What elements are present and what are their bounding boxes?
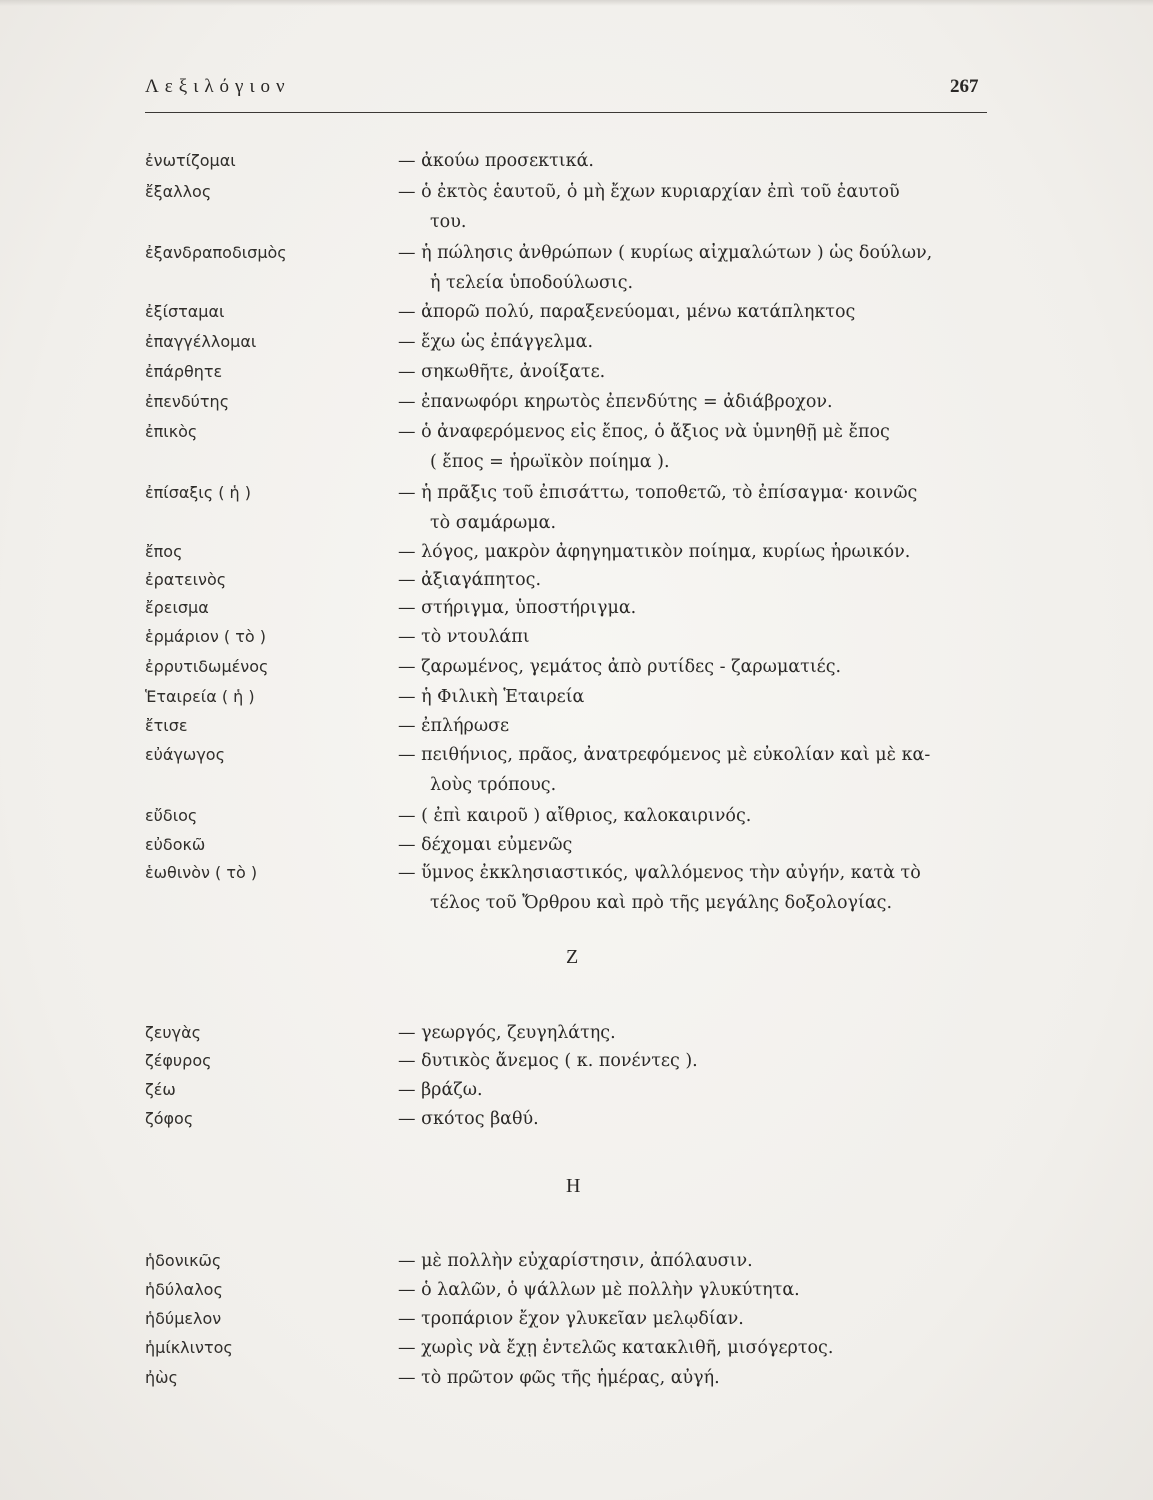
scan-edge [0,0,1153,6]
definition-line: — πειθήνιος, πρᾶος, ἀνατρεφόμενος μὲ εὐκολίαν καὶ μὲ κα- [398,745,931,765]
entry-definition [398,801,993,831]
definition-line: — χωρὶς νὰ ἔχῃ ἐντελῶς κατακλιθῆ, μισόγερτος. [398,1338,834,1358]
entry-term: ἐπενδύτης [145,392,230,411]
definition-line: — ὁ ἀναφερόμενος εἰς ἔπος, ὁ ἄξιος νὰ ὑμνηθῇ μὲ ἔπος [398,422,890,442]
entry-definition [398,593,993,623]
entry-definition [398,682,993,712]
entry-term: ἐνωτίζομαι [145,151,236,170]
definition-line: — δυτικὸς ἄνεμος ( κ. πονέντες ). [398,1051,698,1071]
definition-line: — μὲ πολλὴν εὐχαρίστησιν, ἀπόλαυσιν. [398,1251,753,1271]
definition-line: — ἡ πρᾶξις τοῦ ἐπισάττω, τοποθετῶ, τὸ ἐπίσαγμα· κοινῶς [398,483,918,503]
entry-term: ἐπαγγέλλομαι [145,332,257,351]
entry-term: ἔξαλλος [145,182,212,201]
entry-term: ζόφος [145,1109,194,1128]
definition-line: — ὕμνος ἐκκλησιαστικός, ψαλλόμενος τὴν αὐγήν, κατὰ τὸ [398,863,921,883]
entry-term: Ἑταιρεία ( ἡ ) [145,687,255,706]
entry-term: ἑρμάριον ( τὸ ) [145,627,266,646]
definition-continuation: ἡ τελεία ὑποδούλωσις. [430,273,634,293]
definition-line: — ἀξιαγάπητος. [398,570,542,590]
entry-term: ζευγὰς [145,1023,202,1042]
entry-term: ἡδύλαλος [145,1280,223,1299]
entry-definition [398,1275,993,1305]
definition-line: — ὁ λαλῶν, ὁ ψάλλων μὲ πολλὴν γλυκύτητα. [398,1280,800,1300]
entry-term: ζέω [145,1080,176,1099]
entry-definition [398,711,993,741]
definition-line: — τροπάριον ἔχον γλυκεῖαν μελῳδίαν. [398,1309,744,1329]
entry-term: ἐπικὸς [145,422,198,441]
definition-line: — ( ἐπὶ καιροῦ ) αἴθριος, καλοκαιρινός. [398,806,752,826]
entry-definition [398,1246,993,1276]
entry-term: ἔπος [145,542,183,561]
definition-line: — γεωργός, ζευγηλάτης. [398,1023,616,1043]
entry-term: ἡδύμελον [145,1309,222,1328]
entry-term: ἐπίσαξις ( ἡ ) [145,483,251,502]
entry-definition [398,146,993,176]
definition-line: — λόγος, μακρὸν ἀφηγηματικὸν ποίημα, κυρίως ἡρωικόν. [398,542,911,562]
definition-line: — ἔχω ὡς ἐπάγγελμα. [398,332,594,352]
definition-line: — σηκωθῆτε, ἀνοίξατε. [398,362,606,382]
definition-continuation: τὸ σαμάρωμα. [430,513,557,533]
entry-term: ἐξίσταμαι [145,302,225,321]
entry-definition [398,417,993,477]
section-letter-heading: Ζ [566,946,579,968]
entry-term: ἡδονικῶς [145,1251,222,1270]
entry-definition [398,1104,993,1134]
entry-definition [398,357,993,387]
definition-line: — τὸ ντουλάπι [398,627,530,647]
entry-definition [398,1333,993,1363]
page-number: 267 [950,76,979,97]
definition-continuation: του. [430,212,467,232]
entry-definition [398,387,993,417]
entry-definition [398,297,993,327]
entry-term: ἡμίκλιντος [145,1338,233,1357]
entry-definition [398,1304,993,1334]
definition-continuation: λοὺς τρόπους. [430,775,557,795]
entry-term: εὐάγωγος [145,745,225,764]
entry-term: ἐπάρθητε [145,362,223,381]
header-rule [145,112,987,113]
entry-term: ἐρατεινὸς [145,570,227,589]
entry-definition [398,830,993,860]
definition-line: — ἡ Φιλικὴ Ἑταιρεία [398,687,585,707]
entry-term: ἠὼς [145,1368,178,1387]
definition-line: — βράζω. [398,1080,483,1100]
entry-term: εὐδοκῶ [145,835,206,854]
entry-definition [398,1075,993,1105]
entry-term: ἔρεισμα [145,598,209,617]
definition-line: — στήριγμα, ὑποστήριγμα. [398,598,637,618]
entry-definition [398,1018,993,1048]
entry-term: ἐρρυτιδωμένος [145,657,269,676]
entry-definition [398,1046,993,1076]
definition-line: — ἡ πώλησις ἀνθρώπων ( κυρίως αἰχμαλώτων ) ὡς δούλων, [398,243,933,263]
definition-continuation: τέλος τοῦ Ὄρθρου καὶ πρὸ τῆς μεγάλης δοξολογίας. [430,893,893,913]
entry-definition [398,327,993,357]
definition-line: — ἐπλήρωσε [398,716,510,736]
entry-definition [398,565,993,595]
entry-definition [398,740,993,800]
entry-definition [398,537,993,567]
entry-definition [398,238,993,298]
entry-term: ἑωθινὸν ( τὸ ) [145,863,258,882]
definition-line: — σκότος βαθύ. [398,1109,539,1129]
section-letter-heading: Η [566,1175,581,1197]
entry-definition [398,622,993,652]
definition-line: — ἐπανωφόρι κηρωτὸς ἐπενδύτης = ἀδιάβροχον. [398,392,833,412]
definition-line: — τὸ πρῶτον φῶς τῆς ἡμέρας, αὐγή. [398,1368,720,1388]
entry-term: ἐξανδραποδισμὸς [145,243,287,262]
definition-line: — ἀπορῶ πολύ, παραξενεύομαι, μένω κατάπληκτος [398,302,856,322]
entry-term: εὔδιος [145,806,198,825]
entry-definition [398,1363,993,1393]
entry-definition [398,177,993,237]
definition-line: — ὁ ἐκτὸς ἑαυτοῦ, ὁ μὴ ἔχων κυριαρχίαν ἐπὶ τοῦ ἑαυτοῦ [398,182,900,202]
entry-term: ἔτισε [145,716,188,735]
definition-line: — ἀκούω προσεκτικά. [398,151,594,171]
entry-term: ζέφυρος [145,1051,212,1070]
entry-definition [398,858,993,918]
entry-definition [398,652,993,682]
definition-continuation: ( ἔπος = ἡρωϊκὸν ποίημα ). [430,452,670,472]
definition-line: — ζαρωμένος, γεμάτος ἀπὸ ρυτίδες - ζαρωματιές. [398,657,842,677]
definition-line: — δέχομαι εὐμενῶς [398,835,573,855]
running-title: Λεξιλόγιον [145,76,291,97]
entry-definition [398,478,993,538]
